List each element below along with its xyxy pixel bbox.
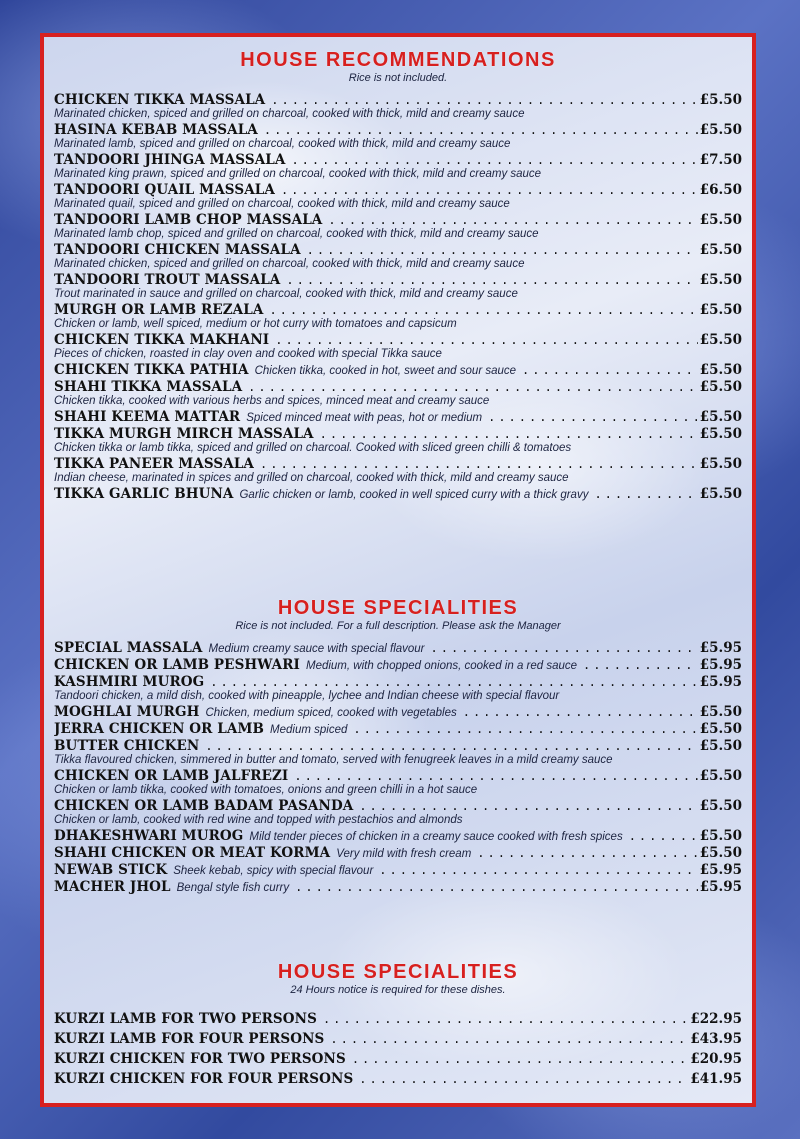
section-house-specialities-advance (44, 961, 752, 1089)
dish-price: £5.50 (699, 242, 742, 258)
section-title: HOUSE RECOMMENDATIONS (240, 49, 556, 71)
menu-item (54, 455, 742, 485)
dish-price: £5.95 (699, 879, 742, 895)
menu-item-line (54, 639, 742, 656)
menu-item-line (54, 301, 742, 318)
dish-name: BUTTER CHICKEN (54, 738, 200, 754)
menu-item (54, 861, 742, 878)
dot-leader (431, 639, 698, 656)
dish-price: £5.50 (699, 122, 742, 138)
dish-description: Indian cheese, marinated in spices and grilled on charcoal, cooked with thick, mild and creamy sauce (54, 472, 569, 484)
dot-leader (320, 425, 698, 442)
dot-leader (477, 844, 697, 861)
dot-leader (463, 703, 698, 720)
dish-price: £5.50 (699, 721, 742, 737)
menu-item (54, 1049, 742, 1069)
dot-leader (328, 211, 697, 228)
dish-name: KURZI LAMB FOR TWO PERSONS (54, 1011, 317, 1027)
dish-description: Marinated chicken, spiced and grilled on charcoal, cooked with thick, mild and creamy sauce (54, 108, 525, 120)
menu-item-line (54, 878, 742, 895)
dish-price: £5.50 (699, 332, 742, 348)
dish-description: Garlic chicken or lamb, cooked in well spiced curry with a thick gravy (239, 489, 589, 501)
dot-leader (330, 1029, 688, 1049)
dot-leader (271, 91, 697, 108)
dot-leader (210, 673, 697, 690)
dish-name: CHICKEN OR LAMB PESHWARI (54, 657, 300, 673)
dish-description: Mild tender pieces of chicken in a creamy sauce cooked with fresh spices (249, 831, 623, 843)
dish-price: £5.50 (699, 272, 742, 288)
dish-price: £5.50 (699, 92, 742, 108)
menu-item-line (54, 455, 742, 472)
dot-leader (359, 1069, 688, 1089)
menu-item (54, 673, 742, 703)
dish-name: CHICKEN TIKKA MAKHANI (54, 332, 270, 348)
dish-price: £5.50 (699, 845, 742, 861)
dish-description: Pieces of chicken, roasted in clay oven and cooked with special Tikka sauce (54, 348, 442, 360)
dish-name: CHICKEN OR LAMB BADAM PASANDA (54, 798, 354, 814)
dish-price: £5.50 (699, 362, 742, 378)
dish-price: £41.95 (690, 1071, 742, 1087)
menu-item-line (54, 331, 742, 348)
menu-item-line (54, 1049, 742, 1069)
menu-item (54, 1029, 742, 1049)
dish-description: Medium spiced (270, 724, 348, 736)
dot-leader (629, 827, 698, 844)
menu-item-line (54, 720, 742, 737)
menu-item (54, 151, 742, 181)
menu-item (54, 121, 742, 151)
menu-item (54, 1069, 742, 1089)
section-note: Rice is not included. (348, 72, 448, 84)
dot-leader (264, 121, 698, 138)
dish-price: £5.50 (699, 212, 742, 228)
dish-description: Chicken tikka or lamb tikka, spiced and grilled on charcoal. Cooked with sliced green chilli & tomatoes (54, 442, 572, 454)
dish-name: TANDOORI LAMB CHOP MASSALA (54, 212, 323, 228)
dish-name: CHICKEN OR LAMB JALFREZI (54, 768, 289, 784)
dish-name: TIKKA GARLIC BHUNA (54, 486, 234, 502)
section-title: HOUSE SPECIALITIES (277, 961, 519, 983)
menu-item (54, 737, 742, 767)
menu-item-line (54, 241, 742, 258)
dish-price: £5.50 (699, 768, 742, 784)
dish-price: £6.50 (699, 182, 742, 198)
menu-item (54, 485, 742, 502)
dish-price: £5.50 (699, 738, 742, 754)
dish-description: Sheek kebab, spicy with special flavour (173, 865, 374, 877)
dish-name: CHICKEN TIKKA PATHIA (54, 362, 249, 378)
dish-description: Marinated lamb, spiced and grilled on charcoal, cooked with thick, mild and creamy sauce (54, 138, 511, 150)
dish-price: £5.50 (699, 486, 742, 502)
dish-description: Marinated king prawn, spiced and grilled on charcoal, cooked with thick, mild and creamy sauce (54, 168, 542, 180)
dish-name: TANDOORI JHINGA MASSALA (54, 152, 286, 168)
menu-item (54, 1009, 742, 1029)
menu-item-line (54, 361, 742, 378)
dish-name: KASHMIRI MUROG (54, 674, 205, 690)
dish-price: £5.50 (699, 409, 742, 425)
dish-price: £43.95 (690, 1031, 742, 1047)
dot-leader (488, 408, 698, 425)
menu-item-line (54, 737, 742, 754)
menu-item (54, 639, 742, 656)
menu-item-line (54, 425, 742, 442)
dot-leader (294, 767, 697, 784)
section-house-specialities (44, 597, 752, 895)
dot-leader (205, 737, 697, 754)
dish-description: Chicken tikka, cooked in hot, sweet and sour sauce (254, 365, 517, 377)
dish-name: TANDOORI TROUT MASSALA (54, 272, 281, 288)
dish-name: TIKKA PANEER MASSALA (54, 456, 254, 472)
dish-price: £5.50 (699, 302, 742, 318)
dish-description: Bengal style fish curry (176, 882, 290, 894)
dot-leader (594, 485, 697, 502)
dish-description: Tikka flavoured chicken, simmered in butter and tomato, served with fenugreek leaves in a mild creamy sauce (54, 754, 613, 766)
menu-item-line (54, 844, 742, 861)
dish-name: KURZI LAMB FOR FOUR PERSONS (54, 1031, 325, 1047)
dish-price: £5.95 (699, 640, 742, 656)
menu-item-line (54, 91, 742, 108)
menu-item-line (54, 378, 742, 395)
menu-item-line (54, 151, 742, 168)
dish-name: SHAHI TIKKA MASSALA (54, 379, 243, 395)
dish-name: SPECIAL MASSALA (54, 640, 203, 656)
menu-item (54, 703, 742, 720)
dish-price: £5.50 (699, 828, 742, 844)
menu-item (54, 378, 742, 408)
menu-item (54, 878, 742, 895)
dish-price: £5.95 (699, 674, 742, 690)
menu-item (54, 331, 742, 361)
dish-price: £22.95 (690, 1011, 742, 1027)
menu-item (54, 361, 742, 378)
dot-leader (352, 1049, 689, 1069)
dot-leader (359, 797, 697, 814)
section-title: HOUSE SPECIALITIES (277, 597, 519, 619)
menu-item-line (54, 181, 742, 198)
dot-leader (281, 181, 698, 198)
dish-price: £7.50 (699, 152, 742, 168)
menu-item-line (54, 1069, 742, 1089)
menu-item (54, 656, 742, 673)
dish-name: KURZI CHICKEN FOR TWO PERSONS (54, 1051, 346, 1067)
dish-description: Very mild with fresh cream (336, 848, 472, 860)
dish-price: £5.50 (699, 456, 742, 472)
dot-leader (248, 378, 698, 395)
dot-leader (260, 455, 698, 472)
menu-item-line (54, 1009, 742, 1029)
menu-item-line (54, 485, 742, 502)
menu-item-line (54, 211, 742, 228)
dot-leader (307, 241, 698, 258)
dish-description: Medium, with chopped onions, cooked in a red sauce (305, 660, 578, 672)
dot-leader (269, 301, 697, 318)
dish-description: Spiced minced meat with peas, hot or medium (246, 412, 483, 424)
dish-name: NEWAB STICK (54, 862, 168, 878)
section-note: 24 Hours notice is required for these dishes. (290, 984, 506, 996)
dish-description: Chicken or lamb, well spiced, medium or hot curry with tomatoes and capsicum (54, 318, 457, 330)
dish-name: MURGH OR LAMB REZALA (54, 302, 264, 318)
menu-item-line (54, 767, 742, 784)
menu-item (54, 425, 742, 455)
dish-description: Medium creamy sauce with special flavour (208, 643, 425, 655)
dot-leader (323, 1009, 688, 1029)
menu-item-line (54, 673, 742, 690)
menu-item-line (54, 861, 742, 878)
dish-description: Chicken tikka, cooked with various herbs and spices, minced meat and creamy sauce (54, 395, 490, 407)
dot-leader (353, 720, 697, 737)
menu-item (54, 241, 742, 271)
menu-item (54, 827, 742, 844)
dish-name: SHAHI CHICKEN OR MEAT KORMA (54, 845, 331, 861)
dish-name: CHICKEN TIKKA MASSALA (54, 92, 266, 108)
dot-leader (295, 878, 698, 895)
menu-item (54, 720, 742, 737)
dish-price: £5.50 (699, 379, 742, 395)
menu-item (54, 301, 742, 331)
dish-price: £5.50 (699, 704, 742, 720)
dot-leader (379, 861, 697, 878)
menu-item (54, 211, 742, 241)
dish-description: Marinated lamb chop, spiced and grilled on charcoal, cooked with thick, mild and creamy sauce (54, 228, 539, 240)
menu-item (54, 271, 742, 301)
dish-price: £5.50 (699, 798, 742, 814)
dish-name: MOGHLAI MURGH (54, 704, 200, 720)
section-house-recommendations (44, 49, 752, 502)
menu-item (54, 181, 742, 211)
menu-item (54, 408, 742, 425)
dot-leader (291, 151, 697, 168)
dish-description: Chicken or lamb tikka, cooked with tomatoes, onions and green chilli in a hot sauce (54, 784, 478, 796)
menu-item-line (54, 271, 742, 288)
menu-item (54, 844, 742, 861)
menu-item-line (54, 121, 742, 138)
dish-name: JERRA CHICKEN OR LAMB (54, 721, 265, 737)
menu-item (54, 797, 742, 827)
dish-name: TANDOORI QUAIL MASSALA (54, 182, 275, 198)
dish-name: SHAHI KEEMA MATTAR (54, 409, 241, 425)
dish-name: DHAKESHWARI MUROG (54, 828, 244, 844)
menu-item-line (54, 408, 742, 425)
menu-item-line (54, 703, 742, 720)
menu-item-line (54, 1029, 742, 1049)
menu-item-line (54, 797, 742, 814)
menu-item (54, 91, 742, 121)
dot-leader (522, 361, 698, 378)
dish-description: Chicken or lamb, cooked with red wine and topped with pestachios and almonds (54, 814, 463, 826)
dish-description: Marinated chicken, spiced and grilled on charcoal, cooked with thick, mild and creamy sauce (54, 258, 525, 270)
dish-name: TANDOORI CHICKEN MASSALA (54, 242, 301, 258)
menu-panel (40, 33, 756, 1107)
dish-name: KURZI CHICKEN FOR FOUR PERSONS (54, 1071, 354, 1087)
menu-item-line (54, 827, 742, 844)
section-note: Rice is not included. For a full description. Please ask the Manager (235, 620, 561, 632)
dot-leader (275, 331, 698, 348)
dot-leader (583, 656, 698, 673)
dot-leader (286, 271, 697, 288)
dish-description: Chicken, medium spiced, cooked with vegetables (205, 707, 457, 719)
dish-description: Tandoori chicken, a mild dish, cooked with pineapple, lychee and Indian cheese with special flavour (54, 690, 560, 702)
menu-item (54, 767, 742, 797)
dish-price: £5.95 (699, 862, 742, 878)
dish-name: TIKKA MURGH MIRCH MASSALA (54, 426, 314, 442)
dish-name: MACHER JHOL (54, 879, 171, 895)
dish-price: £5.95 (699, 657, 742, 673)
dish-description: Marinated quail, spiced and grilled on charcoal, cooked with thick, mild and creamy sauce (54, 198, 510, 210)
dish-description: Trout marinated in sauce and grilled on charcoal, cooked with thick, mild and creamy sauce (54, 288, 518, 300)
dish-price: £20.95 (690, 1051, 742, 1067)
dish-name: HASINA KEBAB MASSALA (54, 122, 258, 138)
dish-price: £5.50 (699, 426, 742, 442)
menu-item-line (54, 656, 742, 673)
